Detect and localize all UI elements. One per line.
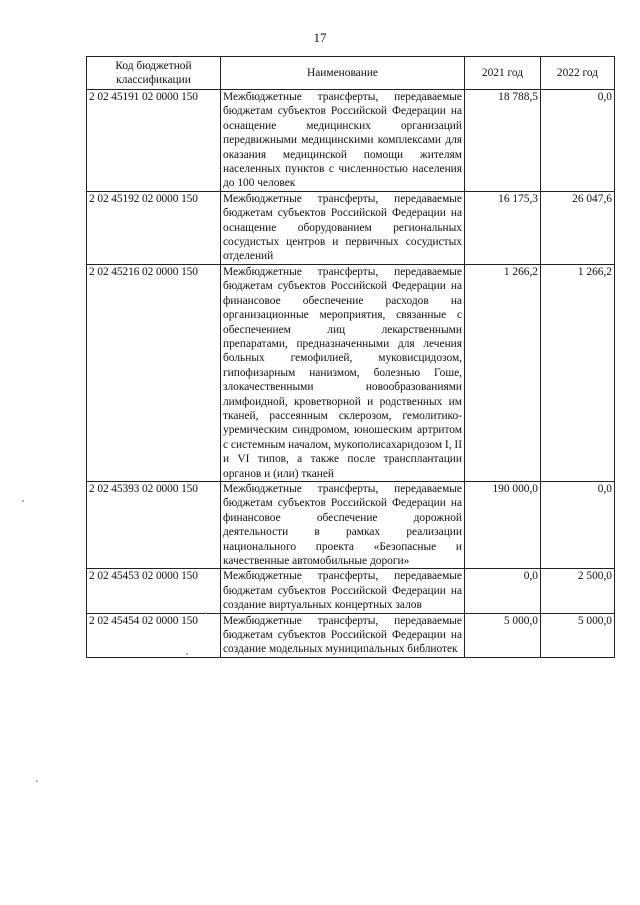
row-code: 2 02 45192 02 0000 150 (87, 191, 221, 264)
row-amount-2021: 190 000,0 (465, 481, 541, 568)
row-amount-2021: 16 175,3 (465, 191, 541, 264)
row-amount-2021: 18 788,5 (465, 90, 541, 192)
scan-speck (205, 612, 207, 614)
row-amount-2022: 2 500,0 (541, 569, 615, 613)
row-amount-2022: 5 000,0 (541, 613, 615, 657)
row-amount-2022: 0,0 (541, 481, 615, 568)
row-amount-2021: 0,0 (465, 569, 541, 613)
row-name: Межбюджетные трансферты, передаваемые бюджетам субъектов Российской Федерации на финансовое обеспечение дорожной деятельности в рамках реализации национального проекта «Безопасные и качественные автомобильные дороги» (221, 481, 465, 568)
row-amount-2021: 1 266,2 (465, 264, 541, 481)
row-code: 2 02 45454 02 0000 150 (87, 613, 221, 657)
row-name: Межбюджетные трансферты, передаваемые бюджетам субъектов Российской Федерации на создание модельных муниципальных библиотек (221, 613, 465, 657)
row-amount-2022: 0,0 (541, 90, 615, 192)
header-code: Код бюджетной классификации (87, 57, 221, 90)
row-amount-2022: 26 047,6 (541, 191, 615, 264)
row-code: 2 02 45453 02 0000 150 (87, 569, 221, 613)
row-name: Межбюджетные трансферты, передаваемые бюджетам субъектов Российской Федерации на создание виртуальных концертных залов (221, 569, 465, 613)
table-row (87, 569, 615, 613)
scan-speck (22, 500, 24, 502)
header-year-2021: 2021 год (465, 57, 541, 90)
header-name: Наименование (221, 57, 465, 90)
budget-table (86, 56, 615, 658)
row-amount-2022: 1 266,2 (541, 264, 615, 481)
row-amount-2021: 5 000,0 (465, 613, 541, 657)
row-code: 2 02 45191 02 0000 150 (87, 90, 221, 192)
row-code: 2 02 45393 02 0000 150 (87, 481, 221, 568)
header-year-2022: 2022 год (541, 57, 615, 90)
table-header-row (87, 57, 615, 90)
table-row (87, 90, 615, 192)
row-name: Межбюджетные трансферты, передаваемые бюджетам субъектов Российской Федерации на оснащение медицинских организаций передвижными медицинскими комплексами для оказания медицинской помощи жителям населенных пунктов с численностью населения до 100 человек (221, 90, 465, 192)
page-number: 17 (313, 30, 327, 45)
row-code: 2 02 45216 02 0000 150 (87, 264, 221, 481)
table-row (87, 191, 615, 264)
row-name: Межбюджетные трансферты, передаваемые бюджетам субъектов Российской Федерации на финансовое обеспечение расходов на организационные мероприятия, связанные с обеспечением лиц лекарственными препаратами, предназначенными для лечения больных гемофилией, муковисцидозом, гипофизарным нанизмом, болезнью Гоше, злокачественными новообразованиями лимфоидной, кроветворной и родственных им тканей, рассеянным склерозом, гемолитико-уремическим синдромом, юношеским артритом с системным началом, мукополисахаридозом I, II и VI типов, а также после трансплантации органов и (или) тканей (221, 264, 465, 481)
table-row (87, 481, 615, 568)
scan-speck (36, 780, 38, 782)
row-name: Межбюджетные трансферты, передаваемые бюджетам субъектов Российской Федерации на оснащение оборудованием региональных сосудистых центров и первичных сосудистых отделений (221, 191, 465, 264)
table-row (87, 613, 615, 657)
table-row (87, 264, 615, 481)
scan-speck (186, 653, 188, 655)
